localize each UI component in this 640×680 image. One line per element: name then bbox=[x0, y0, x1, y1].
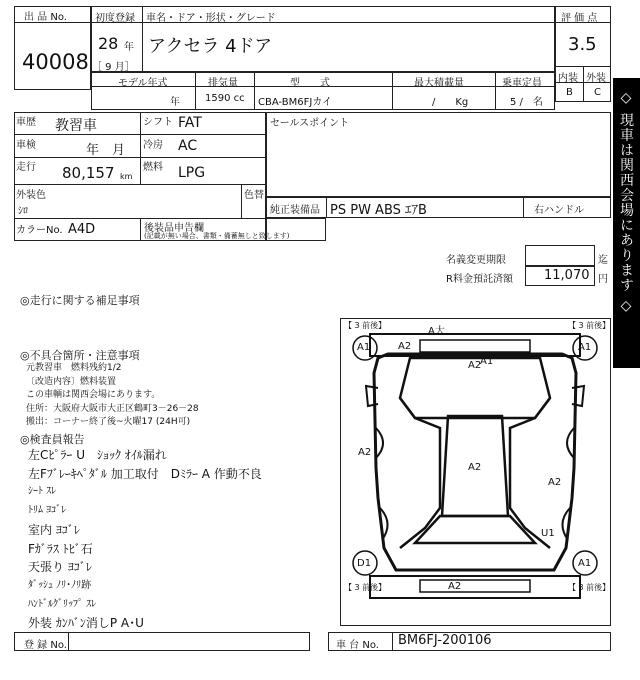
mark-bumper-lower: A1 bbox=[480, 356, 494, 367]
inspector-line: 左Cﾋﾟﾗｰ U ｼｮｯｸ ｵｲﾙ漏れ bbox=[28, 448, 167, 462]
defect-line: 搬出：コーナー終了後~火曜17 (24H可) bbox=[26, 417, 191, 427]
inspector-line: 左Fﾌﾞﾚｰｷﾍﾟﾀﾞﾙ 加工取付 Dﾐﾗｰ A 作動不良 bbox=[28, 466, 262, 481]
ext-color-label: 外装色 bbox=[16, 190, 46, 201]
ext-color: ｼﾛ bbox=[18, 206, 28, 217]
exterior-grade: C bbox=[594, 87, 601, 98]
model-year-label: モデル年式 bbox=[118, 78, 168, 89]
inspector-line: ﾄﾘﾑ ﾖｺﾞﾚ bbox=[28, 505, 67, 517]
interior-label: 内装 bbox=[558, 73, 578, 84]
ac-label: 冷房 bbox=[143, 140, 163, 151]
location-banner bbox=[613, 78, 640, 368]
defect-line: この車輌は関西会場にあります。 bbox=[26, 390, 161, 400]
reg-month: ［ 9 月］ bbox=[92, 62, 135, 73]
equipment: PS PW ABS ｴｱB bbox=[330, 203, 427, 218]
car-name-label: 車名・ドア・形状・グレード bbox=[146, 13, 276, 24]
defect-line: 元教習車 燃料残約1/2 bbox=[26, 363, 122, 373]
diagram-label-tl: 【 3 前後】 bbox=[344, 321, 387, 330]
mark-rear-bumper: A2 bbox=[448, 581, 462, 592]
mark-wheel-rr: A1 bbox=[578, 558, 592, 569]
diagram-label-tr: 【 3 前後】 bbox=[568, 321, 611, 330]
model-type: CBA-BM6FJカイ bbox=[258, 97, 332, 108]
mark-wheel-rl: D1 bbox=[357, 558, 372, 569]
chassis-no: BM6FJ-200106 bbox=[398, 633, 492, 648]
mark-pillar: U1 bbox=[541, 528, 555, 539]
inspector-line: ﾀﾞｯｼｭ ﾉﾘ･ﾉﾘ跡 bbox=[28, 579, 92, 591]
inspector-line: 室内 ﾖｺﾞﾚ bbox=[28, 522, 80, 537]
location-banner-text: ◇ 現車は関西会場にあります ◇ bbox=[618, 90, 634, 315]
inspector-line: 天張り ﾖｺﾞﾚ bbox=[28, 560, 92, 575]
steering: 右ハンドル bbox=[534, 205, 584, 216]
inspector-lines bbox=[28, 446, 262, 633]
equipment-label: 純正装備品 bbox=[270, 205, 320, 216]
recycle-value: 11,070 bbox=[544, 268, 590, 283]
mileage: 80,157 bbox=[62, 164, 115, 182]
mark-bumper-left: A2 bbox=[398, 341, 412, 352]
car-name: アクセラ 4ドア bbox=[148, 36, 273, 57]
defect-line: 住所：大阪府大阪市大正区鶴町3－26－28 bbox=[26, 403, 199, 414]
name-change-label: 名義変更期限 bbox=[446, 255, 506, 266]
interior-grade: B bbox=[566, 87, 573, 98]
inspection-label: 車検 bbox=[16, 140, 36, 151]
fuel: LPG bbox=[178, 165, 206, 181]
mark-right-side: A2 bbox=[548, 477, 562, 488]
diagram-label-bl: 【 3 前後】 bbox=[344, 583, 387, 592]
score-label: 評 価 点 bbox=[561, 13, 598, 24]
mark-hood: A2 bbox=[468, 360, 482, 371]
color-no: A4D bbox=[68, 222, 96, 237]
mileage-label: 走行 bbox=[16, 162, 36, 173]
mark-roof: A2 bbox=[468, 462, 482, 473]
inspector-line: 外装 ｶﾝﾊﾞﾝ消しP A･U bbox=[28, 616, 144, 631]
shift: FAT bbox=[178, 115, 202, 131]
ac: AC bbox=[178, 138, 198, 154]
displacement: 1590 cc bbox=[205, 93, 245, 104]
mark-wheel-fr: A1 bbox=[578, 342, 592, 353]
fuel-label: 燃料 bbox=[143, 162, 163, 173]
repaint-label: 色替 bbox=[244, 190, 264, 201]
supplement-title: ◎走行に関する補足事項 bbox=[20, 294, 140, 307]
capacity-label: 乗車定員 bbox=[502, 78, 542, 89]
load-value: / Kg bbox=[432, 97, 469, 108]
history: 教習車 bbox=[55, 118, 97, 134]
diagram-label-br: 【 3 前後】 bbox=[568, 583, 611, 592]
sales-point-label: セールスポイント bbox=[270, 118, 350, 129]
inspector-line: ｼｰﾄ ｽﾚ bbox=[28, 486, 57, 498]
shift-label: シフト bbox=[143, 117, 173, 128]
defect-line: 〔改造内容〕燃料装置 bbox=[26, 376, 117, 387]
defects-title: ◎不具合箇所・注意事項 bbox=[20, 349, 140, 362]
aftermarket-note: (記載が無い場合、書類・備蓄無しと致します) bbox=[144, 232, 290, 240]
first-reg-label: 初度登録 bbox=[95, 13, 135, 24]
mark-wheel-fl: A1 bbox=[357, 342, 371, 353]
recycle-unit: 円 bbox=[598, 274, 608, 285]
recycle-label: R料金預託済額 bbox=[446, 274, 513, 285]
reg-no-label: 登 録 No. bbox=[24, 640, 67, 651]
type-label: 型 式 bbox=[290, 78, 330, 89]
name-change-unit: 迄 bbox=[598, 255, 608, 266]
exterior-label: 外装 bbox=[586, 73, 606, 84]
reg-year: 28 bbox=[98, 34, 119, 53]
mark-front-bumper: A大 bbox=[428, 326, 445, 337]
aftermarket-label: 後装品申告欄 bbox=[144, 223, 204, 234]
color-no-label: カラーNo. bbox=[16, 225, 63, 236]
displacement-label: 排気量 bbox=[208, 78, 238, 89]
load-label: 最大積載量 bbox=[414, 78, 464, 89]
inspection: 年 月 bbox=[86, 143, 126, 158]
inspector-title: ◎検査員報告 bbox=[20, 433, 85, 446]
chassis-label: 車 台 No. bbox=[336, 640, 379, 651]
defect-lines bbox=[26, 362, 199, 430]
model-year-unit: 年 bbox=[170, 97, 180, 108]
lot-no: 40008 bbox=[22, 50, 89, 74]
inspector-line: Fｶﾞﾗｽ ﾄﾋﾞ石 bbox=[28, 541, 93, 556]
reg-year-unit: 年 bbox=[124, 42, 134, 53]
mark-left-side: A2 bbox=[358, 447, 372, 458]
inspector-line: ﾊﾝﾄﾞﾙｸﾞﾘｯﾌﾟ ｽﾚ bbox=[28, 598, 97, 610]
capacity: 5 / 名 bbox=[510, 97, 543, 108]
score: 3.5 bbox=[568, 34, 597, 55]
history-label: 車歴 bbox=[16, 117, 36, 128]
mileage-unit: km bbox=[120, 172, 133, 181]
lot-no-label: 出 品 No. bbox=[24, 12, 67, 23]
name-change-box bbox=[525, 245, 595, 266]
